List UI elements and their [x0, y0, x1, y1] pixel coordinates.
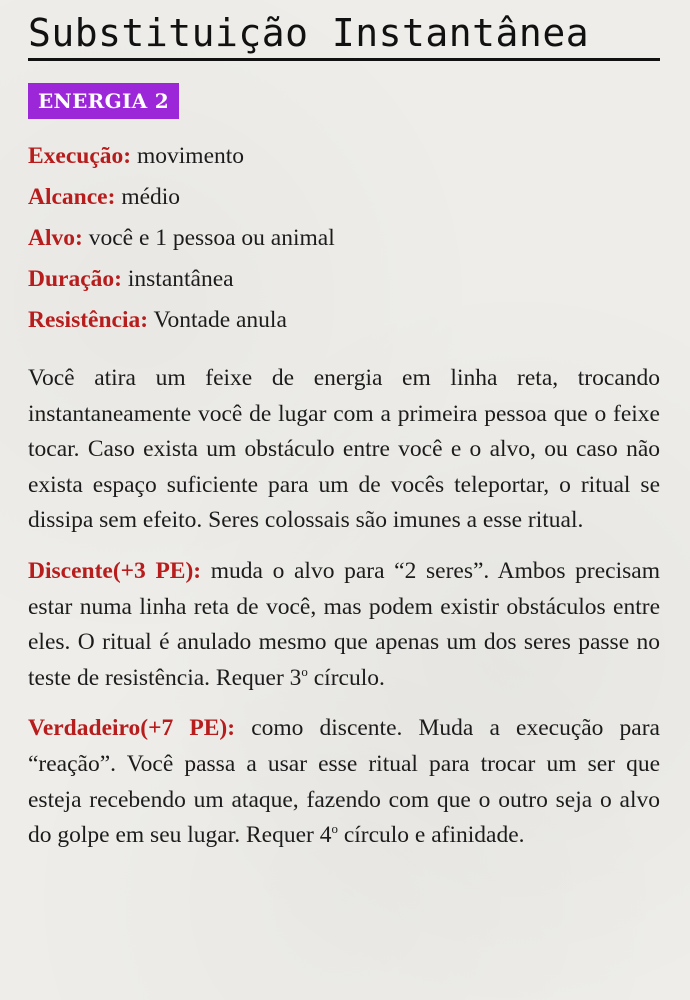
stat-alvo [28, 218, 668, 259]
discente-paragraph [28, 554, 660, 696]
stat-value: você e 1 pessoa ou animal [88, 225, 335, 251]
stat-label: Alcance: [28, 184, 116, 210]
stat-label: Execução: [28, 143, 132, 169]
ordinal-superscript: o [331, 821, 338, 837]
stat-label: Alvo: [28, 225, 83, 251]
stat-label: Duração: [28, 266, 122, 292]
verdadeiro-label: Verdadeiro(+7 PE): [28, 715, 236, 742]
stat-duracao [28, 259, 668, 300]
verdadeiro-paragraph [28, 711, 660, 853]
stat-label: Resistência: [28, 307, 149, 333]
ritual-body [28, 361, 660, 869]
discente-label: Discente(+3 PE): [28, 557, 202, 584]
ordinal-superscript: o [301, 663, 308, 679]
verdadeiro-text-end: círculo e afinidade. [337, 822, 525, 849]
element-badge: ENERGIA 2 [28, 83, 179, 119]
verdadeiro-text: como discente. Muda a execução para “reação”. Você passa a usar esse ritual para trocar um ser que esteja recebendo um ataque, fazendo com que o outro seja o alvo do golpe em seu lugar. Requer 4 [28, 715, 660, 849]
stat-resistencia [28, 300, 668, 341]
stat-value: médio [121, 184, 181, 210]
stat-value: instantânea [127, 266, 234, 292]
discente-text: muda o alvo para “2 seres”. Ambos precisam estar numa linha reta de você, mas podem existir obstáculos entre eles. O ritual é anulado mesmo que apenas um dos seres passe no teste de resistência. Requer 3 [28, 557, 660, 691]
stat-alcance [28, 177, 668, 218]
ritual-title: Substituição Instantânea [28, 11, 590, 55]
stat-execucao [28, 136, 668, 177]
stat-value: Vontade anula [153, 307, 287, 333]
title-underline [28, 58, 660, 61]
description-paragraph: Você atira um feixe de energia em linha reta, trocando instantaneamente você de lugar com a primeira pessoa que o feixe tocar. Caso exista um obstáculo entre você e o alvo, ou caso não exista espaço suficiente para um de vocês teleportar, o ritual se dissipa sem efeito. Seres colossais são imunes a esse ritual. [28, 365, 660, 534]
discente-text-end: círculo. [307, 664, 385, 691]
stat-value: movimento [137, 143, 245, 169]
stat-block [28, 136, 668, 341]
